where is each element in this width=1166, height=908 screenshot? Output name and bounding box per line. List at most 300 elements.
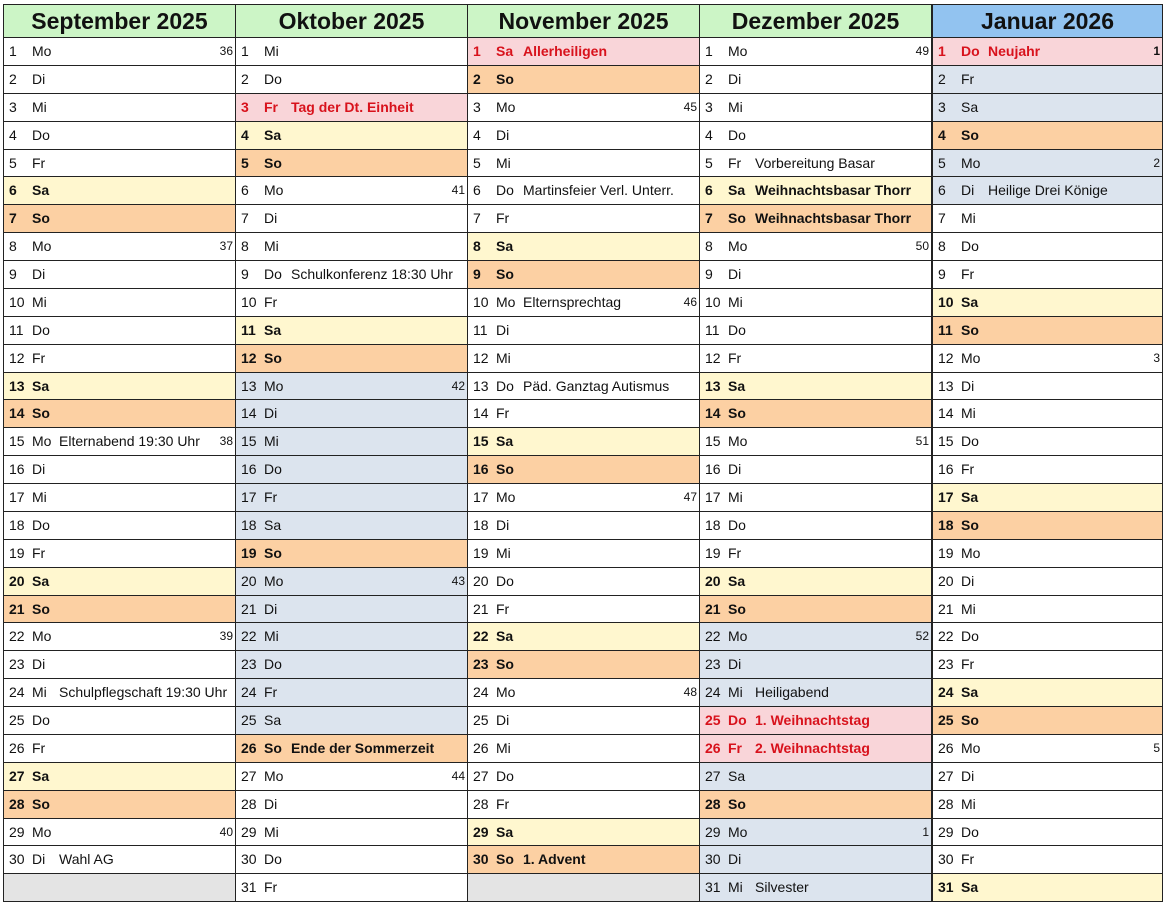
day-row: [236, 345, 467, 373]
day-number: 29: [9, 823, 25, 840]
day-number: 24: [705, 684, 721, 701]
day-rows: [236, 38, 467, 902]
weekday-label: Mo: [728, 238, 748, 255]
day-row: [236, 94, 467, 122]
day-row: [700, 261, 931, 289]
day-number: 17: [9, 489, 25, 505]
weekday-label: Mi: [728, 879, 743, 896]
day-row: [933, 177, 1162, 205]
weekday-label: Fr: [961, 70, 975, 87]
day-row: [933, 679, 1162, 707]
weekday-label: Sa: [32, 767, 50, 784]
weekday-label: Do: [728, 126, 746, 143]
day-number: 17: [473, 489, 489, 505]
day-row: [468, 568, 699, 596]
day-number: 28: [705, 795, 721, 812]
day-number: 21: [9, 600, 25, 617]
day-row: [700, 150, 931, 178]
day-row: [4, 735, 235, 763]
weekday-label: Sa: [32, 377, 50, 394]
day-number: 1: [241, 43, 249, 59]
day-number: 2: [705, 70, 713, 87]
weekday-label: Mi: [496, 544, 511, 561]
weekday-label: Mo: [32, 238, 52, 255]
day-number: 26: [9, 739, 25, 756]
day-number: 3: [9, 98, 17, 115]
day-row: [933, 735, 1162, 763]
day-number: 30: [705, 851, 721, 868]
weekday-label: Mi: [32, 293, 47, 310]
day-row: [4, 400, 235, 428]
weekday-label: Di: [32, 266, 46, 282]
day-row: [700, 679, 931, 707]
weekday-label: Mi: [961, 210, 976, 227]
event-label: Päd. Ganztag Autismus: [523, 377, 670, 394]
day-number: 9: [938, 266, 946, 282]
day-row: [700, 512, 931, 540]
weekday-label: Fr: [264, 98, 278, 115]
weekday-label: Di: [728, 851, 742, 868]
day-row: [933, 317, 1162, 345]
day-number: 27: [9, 767, 25, 784]
day-row: [468, 819, 699, 847]
day-row: [236, 568, 467, 596]
day-number: 21: [241, 600, 257, 617]
day-row: [236, 373, 467, 401]
weekday-label: Fr: [961, 461, 975, 478]
day-number: 23: [705, 656, 721, 673]
day-row: [236, 791, 467, 819]
day-row: [468, 122, 699, 150]
day-number: 6: [9, 182, 17, 199]
weekday-label: Mo: [961, 739, 981, 756]
weekday-label: Do: [264, 70, 282, 87]
day-row: [236, 122, 467, 150]
day-number: 24: [9, 684, 25, 701]
day-number: 3: [473, 98, 481, 115]
day-row: [933, 456, 1162, 484]
day-row: [933, 540, 1162, 568]
weekday-label: Di: [264, 795, 278, 812]
day-row: [4, 233, 235, 261]
day-row: [4, 177, 235, 205]
day-row: [700, 205, 931, 233]
day-number: 12: [241, 349, 257, 366]
weekday-label: Sa: [961, 293, 979, 310]
day-number: 20: [938, 572, 954, 589]
day-row: [468, 150, 699, 178]
day-number: 9: [705, 266, 713, 282]
day-number: 3: [938, 98, 946, 115]
weekday-label: Do: [728, 516, 746, 533]
day-row: [468, 846, 699, 874]
day-number: 4: [9, 126, 17, 143]
weekday-label: Sa: [496, 433, 514, 450]
day-number: 4: [241, 126, 249, 143]
weekday-label: So: [961, 126, 979, 143]
day-number: 27: [938, 767, 954, 784]
day-number: 5: [705, 154, 713, 171]
day-number: 23: [241, 656, 257, 673]
weekday-label: Mo: [496, 98, 516, 115]
day-number: 1: [473, 43, 481, 59]
day-number: 19: [241, 544, 257, 561]
weekday-label: Mi: [496, 154, 511, 171]
day-row: [700, 66, 931, 94]
day-row: [700, 874, 931, 902]
month-column-november: [467, 4, 699, 902]
day-row: [933, 484, 1162, 512]
weekday-label: So: [264, 349, 282, 366]
weekday-label: Di: [264, 405, 278, 422]
weekday-label: Sa: [961, 489, 979, 505]
day-row: [468, 345, 699, 373]
day-row: [236, 261, 467, 289]
weekday-label: Do: [728, 321, 746, 338]
week-number: 46: [683, 294, 697, 309]
day-number: 8: [938, 238, 946, 255]
day-row: [933, 596, 1162, 624]
day-row: [236, 400, 467, 428]
weekday-label: Do: [264, 851, 282, 868]
day-row: [468, 735, 699, 763]
day-number: 18: [705, 516, 721, 533]
day-row: [236, 540, 467, 568]
day-number: 21: [938, 600, 954, 617]
weekday-label: Do: [961, 238, 979, 255]
weekday-label: Do: [264, 266, 282, 282]
day-number: 17: [705, 489, 721, 505]
day-number: 29: [473, 823, 489, 840]
day-row: [700, 38, 931, 66]
weekday-label: Do: [264, 461, 282, 478]
weekday-label: Di: [496, 712, 510, 728]
day-number: 3: [705, 98, 713, 115]
weekday-label: Mo: [264, 572, 284, 589]
event-label: 1. Advent: [523, 851, 586, 868]
day-row: [4, 679, 235, 707]
weekday-label: Di: [264, 210, 278, 227]
week-number: 47: [683, 490, 697, 504]
weekday-label: Sa: [264, 126, 282, 143]
day-number: 3: [241, 98, 249, 115]
day-row: [933, 623, 1162, 651]
day-number: 7: [938, 210, 946, 227]
day-row: [4, 317, 235, 345]
weekday-label: Mo: [496, 293, 516, 310]
weekday-label: Fr: [32, 739, 46, 756]
weekday-label: Sa: [264, 321, 282, 338]
day-row: [933, 345, 1162, 373]
day-number: 20: [473, 572, 489, 589]
weekday-label: Mo: [961, 544, 981, 561]
event-label: Elternsprechtag: [523, 293, 622, 310]
day-row: [4, 94, 235, 122]
day-number: 16: [705, 461, 721, 478]
week-number: 1: [922, 824, 929, 839]
weekday-label: So: [264, 544, 282, 561]
weekday-label: Do: [496, 377, 514, 394]
day-number: 28: [241, 795, 257, 812]
weekday-label: Fr: [496, 795, 510, 812]
weekday-label: Di: [496, 126, 510, 143]
day-number: 23: [938, 656, 954, 673]
day-number: 5: [473, 154, 481, 171]
day-number: 26: [473, 739, 489, 756]
day-row: [933, 791, 1162, 819]
day-number: 17: [241, 489, 257, 505]
weekday-label: Do: [961, 43, 980, 59]
day-row: [468, 791, 699, 819]
event-label: Heilige Drei Könige: [988, 182, 1108, 199]
day-row: [236, 846, 467, 874]
weekday-label: Fr: [32, 154, 46, 171]
day-number: 22: [9, 628, 25, 645]
calendar-grid: [3, 4, 1163, 902]
day-row: [933, 707, 1162, 735]
weekday-label: Sa: [961, 879, 979, 896]
weekday-label: Mo: [32, 628, 52, 645]
week-number: 5: [1153, 740, 1160, 755]
weekday-label: Fr: [264, 879, 278, 896]
week-number: 3: [1153, 350, 1160, 365]
weekday-label: Sa: [728, 377, 746, 394]
day-number: 5: [938, 154, 946, 171]
day-row: [4, 484, 235, 512]
day-number: 30: [938, 851, 954, 868]
day-number: 15: [705, 433, 721, 450]
weekday-label: Di: [32, 851, 46, 868]
day-row: [4, 540, 235, 568]
weekday-label: Di: [264, 600, 278, 617]
day-number: 29: [241, 823, 257, 840]
day-row: [468, 707, 699, 735]
day-row: [933, 819, 1162, 847]
day-number: 19: [9, 544, 25, 561]
weekday-label: Do: [32, 516, 50, 533]
day-row: [236, 874, 467, 902]
day-row: [933, 763, 1162, 791]
month-title: Januar 2026: [933, 4, 1162, 38]
day-row: [468, 261, 699, 289]
weekday-label: Mo: [961, 349, 981, 366]
day-row: [468, 623, 699, 651]
day-row: [468, 763, 699, 791]
event-label: Schulkonferenz 18:30 Uhr: [291, 266, 453, 282]
weekday-label: Mo: [264, 377, 284, 394]
weekday-label: So: [728, 210, 746, 227]
day-row: [700, 540, 931, 568]
weekday-label: So: [728, 795, 746, 812]
day-number: 11: [241, 321, 256, 338]
week-number: 42: [451, 378, 465, 393]
weekday-label: Sa: [496, 628, 514, 645]
event-label: 2. Weihnachtstag: [755, 739, 870, 756]
day-row: [933, 94, 1162, 122]
day-number: 27: [241, 767, 257, 784]
day-number: 28: [9, 795, 25, 812]
month-title: November 2025: [468, 4, 699, 38]
weekday-label: So: [961, 321, 979, 338]
day-row: [236, 679, 467, 707]
day-row: [236, 38, 467, 66]
weekday-label: Di: [496, 516, 510, 533]
day-number: 5: [9, 154, 17, 171]
day-row: [468, 596, 699, 624]
weekday-label: Fr: [728, 154, 742, 171]
weekday-label: Sa: [728, 182, 746, 199]
day-row: [236, 233, 467, 261]
weekday-label: So: [496, 656, 514, 673]
weekday-label: Di: [728, 461, 742, 478]
day-row: [236, 596, 467, 624]
week-number: 51: [915, 434, 929, 449]
day-number: 24: [473, 684, 489, 701]
weekday-label: Mi: [961, 405, 976, 422]
day-number: 25: [705, 712, 721, 728]
day-number: 22: [241, 628, 257, 645]
empty-day-cell: [4, 874, 235, 902]
day-row: [468, 66, 699, 94]
day-number: 31: [705, 879, 721, 896]
event-label: Wahl AG: [59, 851, 114, 868]
day-row: [236, 651, 467, 679]
event-label: Ende der Sommerzeit: [291, 739, 435, 756]
day-row: [468, 512, 699, 540]
day-number: 7: [473, 210, 481, 227]
weekday-label: Di: [961, 767, 975, 784]
weekday-label: So: [32, 405, 50, 422]
day-number: 8: [241, 238, 249, 255]
weekday-label: Do: [32, 712, 50, 728]
day-number: 12: [938, 349, 954, 366]
weekday-label: So: [728, 600, 746, 617]
day-row: [4, 596, 235, 624]
day-number: 26: [938, 739, 954, 756]
day-row: [4, 205, 235, 233]
weekday-label: Mi: [264, 823, 279, 840]
day-number: 26: [241, 739, 257, 756]
event-label: Vorbereitung Basar: [755, 154, 875, 171]
day-number: 2: [938, 70, 946, 87]
weekday-label: So: [496, 461, 514, 478]
day-row: [468, 289, 699, 317]
day-row: [700, 763, 931, 791]
weekday-label: Mi: [264, 238, 279, 255]
day-number: 19: [473, 544, 489, 561]
day-number: 9: [9, 266, 17, 282]
weekday-label: Mi: [264, 433, 279, 450]
day-number: 27: [473, 767, 489, 784]
day-row: [700, 819, 931, 847]
weekday-label: Di: [496, 321, 510, 338]
day-number: 1: [705, 43, 713, 59]
weekday-label: Di: [728, 70, 742, 87]
weekday-label: Mi: [32, 489, 47, 505]
weekday-label: Mi: [961, 600, 976, 617]
day-rows: [468, 38, 699, 902]
day-row: [700, 400, 931, 428]
day-number: 30: [9, 851, 25, 868]
week-number: 1: [1153, 44, 1160, 58]
day-number: 12: [473, 349, 489, 366]
day-number: 8: [705, 238, 713, 255]
day-number: 20: [241, 572, 257, 589]
day-number: 7: [705, 210, 713, 227]
day-row: [4, 568, 235, 596]
weekday-label: Mi: [264, 628, 279, 645]
month-column-oktober: [235, 4, 467, 902]
day-row: [468, 94, 699, 122]
day-row: [700, 94, 931, 122]
day-row: [4, 819, 235, 847]
day-number: 6: [938, 182, 946, 199]
day-number: 2: [9, 70, 17, 87]
day-number: 14: [473, 405, 489, 422]
month-column-januar: [931, 4, 1163, 902]
day-row: [468, 38, 699, 66]
day-number: 12: [705, 349, 721, 366]
weekday-label: So: [496, 851, 514, 868]
day-number: 13: [473, 377, 489, 394]
weekday-label: Sa: [264, 712, 282, 728]
day-number: 20: [9, 572, 25, 589]
day-row: [236, 428, 467, 456]
weekday-label: Sa: [32, 572, 50, 589]
day-row: [700, 846, 931, 874]
weekday-label: Mi: [496, 349, 511, 366]
day-row: [933, 233, 1162, 261]
day-row: [700, 317, 931, 345]
day-number: 8: [473, 238, 481, 255]
weekday-label: Mo: [728, 43, 748, 59]
day-number: 2: [241, 70, 249, 87]
weekday-label: Mo: [728, 823, 748, 840]
day-row: [4, 261, 235, 289]
day-row: [236, 205, 467, 233]
weekday-label: Sa: [496, 238, 514, 255]
weekday-label: Do: [961, 628, 979, 645]
day-row: [468, 233, 699, 261]
weekday-label: Mi: [728, 293, 743, 310]
week-number: 50: [915, 239, 929, 254]
day-row: [933, 38, 1162, 66]
day-number: 31: [241, 879, 257, 896]
day-number: 10: [241, 293, 257, 310]
weekday-label: Mo: [728, 433, 748, 450]
weekday-label: Do: [32, 126, 50, 143]
weekday-label: Mi: [32, 98, 47, 115]
day-number: 14: [241, 405, 257, 422]
event-label: 1. Weihnachtstag: [755, 712, 870, 728]
day-number: 1: [9, 43, 17, 59]
day-number: 27: [705, 767, 721, 784]
event-label: Weihnachtsbasar Thorr: [755, 182, 912, 199]
event-label: Neujahr: [988, 43, 1041, 59]
day-row: [236, 763, 467, 791]
day-number: 26: [705, 739, 721, 756]
day-number: 2: [473, 70, 481, 87]
day-number: 1: [938, 43, 946, 59]
day-number: 8: [9, 238, 17, 255]
weekday-label: Sa: [728, 572, 746, 589]
day-row: [700, 122, 931, 150]
weekday-label: Do: [496, 572, 514, 589]
day-row: [468, 679, 699, 707]
day-number: 10: [705, 293, 721, 310]
weekday-label: Sa: [728, 767, 746, 784]
weekday-label: Fr: [961, 656, 975, 673]
